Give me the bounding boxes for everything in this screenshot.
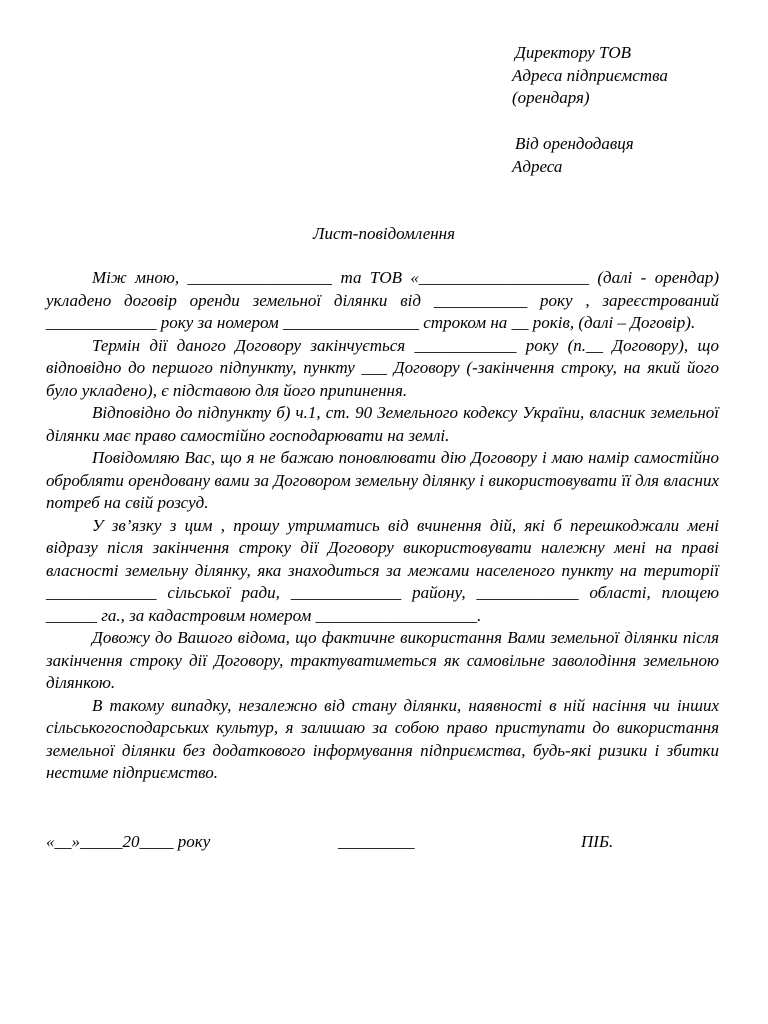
letter-body <box>46 267 719 785</box>
paragraph-request: У зв’язку з цим , прошу утриматись від вчинення дій, які б перешкоджали мені відразу після закінчення строку дії Договору використовувати належну мені на праві власності земельну ділянку, яка знаходиться за межами населеного пункту на території _____________ сільської ради, _____________ району, ____________ області, площею ______ га., за кадастровим номером ___________________. <box>46 515 719 625</box>
paragraph-legal-basis: Відповідно до підпункту б) ч.1, ст. 90 Земельного кодексу України, власник земельної ділянки має право самостійно господарювати на землі. <box>46 403 719 445</box>
recipient-line: Директору ТОВ <box>515 43 632 62</box>
sender-address-line: Адреса <box>512 156 563 176</box>
recipient-role-line: (орендаря) <box>512 88 590 107</box>
signature-name: ПІБ. <box>581 832 614 851</box>
signature-date: «__»_____20____ року <box>46 832 211 851</box>
sender-line: Від орендодавця <box>515 134 634 153</box>
paragraph-parties: Між мною, _________________ та ТОВ «____________________ (далі - орендар) укладено договір оренди земельної ділянки від ___________ року , зареєстрований _____________ року за номером ________________ строком на __ років, (далі – Договір). <box>46 268 719 332</box>
signature-row <box>46 831 726 855</box>
letter-title: Лист-повідомлення <box>312 224 456 243</box>
recipient-address-line: Адреса підприємства <box>512 65 668 85</box>
recipient-block <box>512 42 752 110</box>
signature-line: _________ <box>338 832 415 851</box>
sender-block <box>512 133 752 178</box>
paragraph-term: Термін дії даного Договору закінчується ____________ року (п.__ Договору), що відповідно до першого підпункту, пункту ___ Договору (-закінчення строку, на який його було укладено), є підставою для його припинення. <box>46 335 719 400</box>
paragraph-notice: Повідомляю Вас, що я не бажаю поновлювати дію Договору і маю намір самостійно обробляти орендовану вами за Договором земельну ділянку і використовувати її для власних потреб на свій розсуд. <box>46 448 719 512</box>
paragraph-warning: Довожу до Вашого відома, що фактичне використання Вами земельної ділянки після закінчення строку дії Договору, трактуватиметься як самовільне заволодіння земельною ділянкою. <box>46 628 719 692</box>
paragraph-reservation: В такому випадку, незалежно від стану ділянки, наявності в ній насіння чи інших сільськогосподарських культур, я залишаю за собою право приступати до використання земельної ділянки без додаткового інформування підприємства, будь-які ризики і збитки нестиме підприємство. <box>46 695 719 782</box>
